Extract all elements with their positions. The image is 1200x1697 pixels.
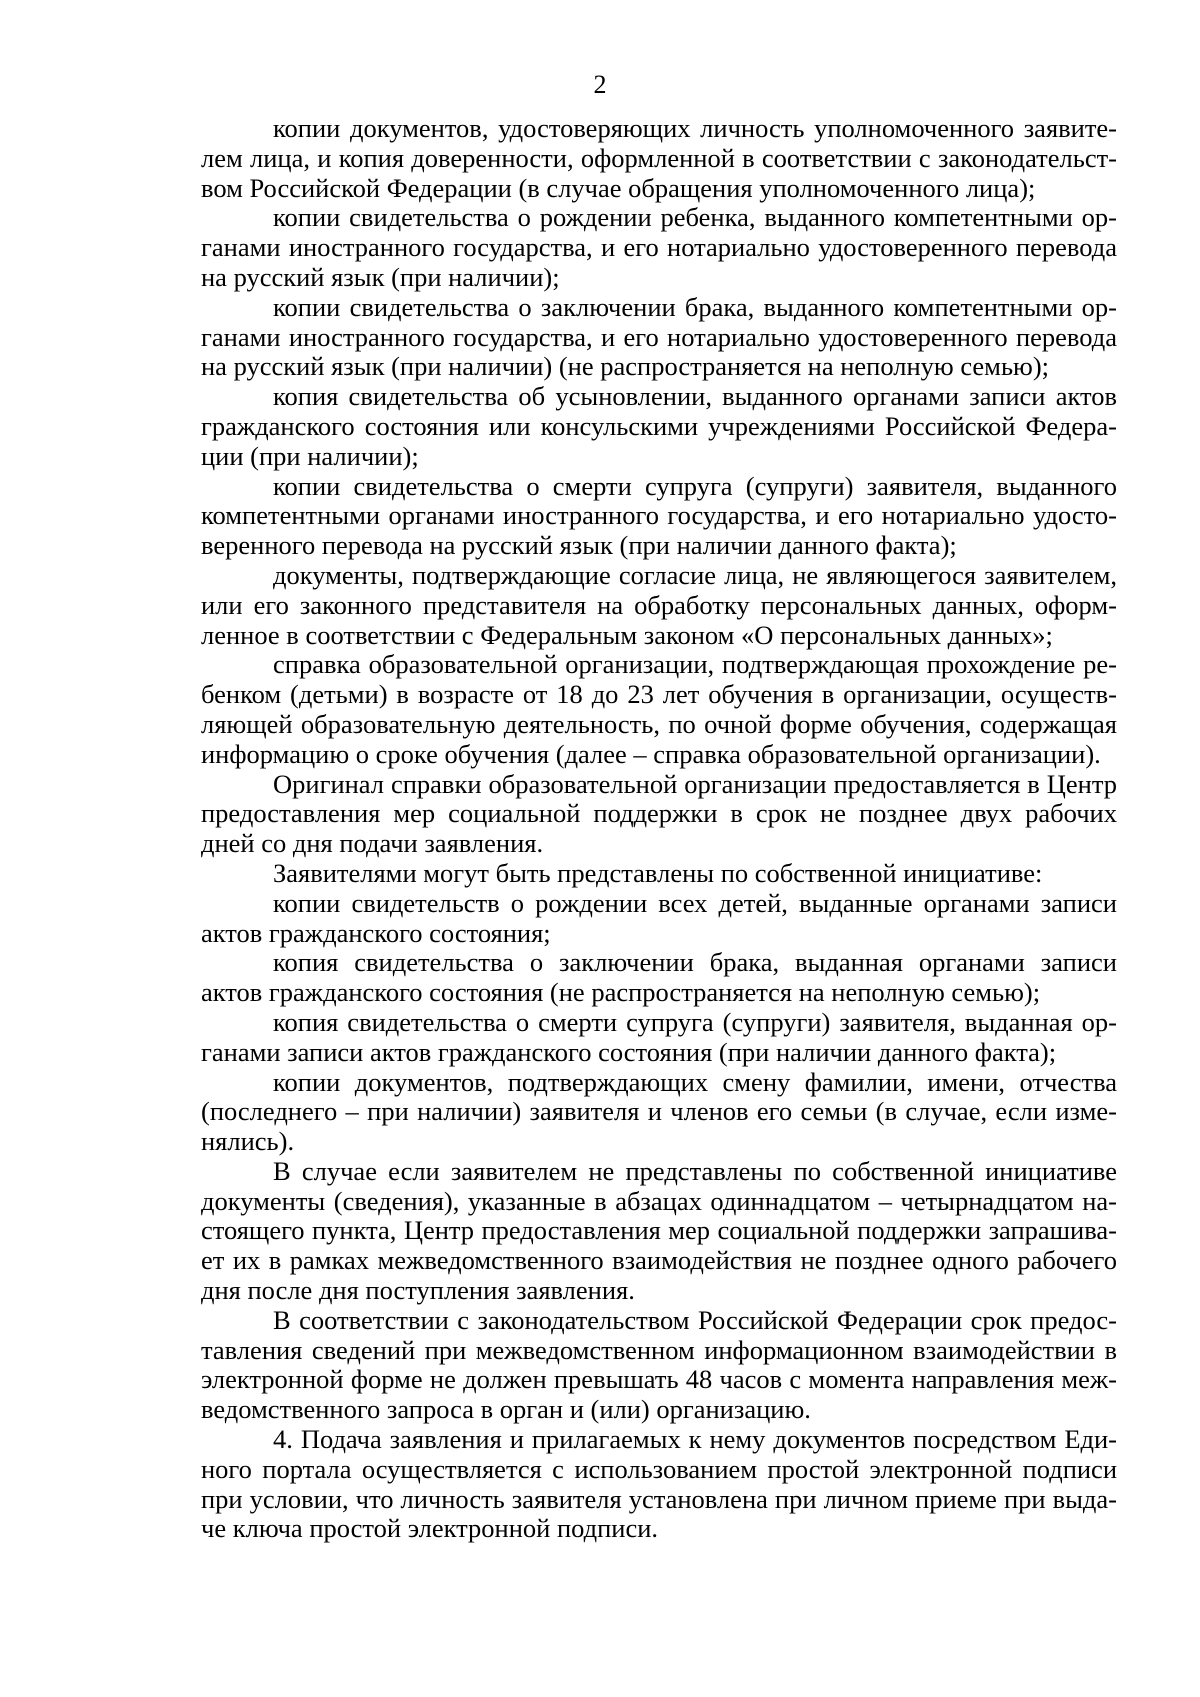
document-body [201,114,1117,1544]
paragraph-9: Заявителями могут быть представлены по собственной инициативе: [273,857,1043,888]
paragraph-7: справка образовательной организации, подтверждающая прохождение ребенком (детьми) в возрасте от 18 до 23 лет обучения в организации, осуществляющей образовательную деятельность, по очной форме обучения, содержащая информацию о сроке обучения (далее – справка образовательной организации). [201,649,1117,769]
paragraph-10: копии свидетельств о рождении всех детей, выданные органами записи актов гражданского состояния; [201,887,1117,948]
paragraph-4: копия свидетельства об усыновлении, выданного органами записи актов гражданского состояния или консульскими учреждениями Российской Федерации (при наличии); [201,381,1117,471]
paragraph-16: 4. Подача заявления и прилагаемых к нему документов посредством Единого портала осуществляется с использованием простой электронной подписи при условии, что личность заявителя установлена при личном приеме при выдаче ключа простой электронной подписи. [201,1424,1117,1544]
page-number: 2 [593,70,607,99]
paragraph-14: В случае если заявителем не представлены по собственной инициативе документы (сведения), указанные в абзацах одиннадцатом – четырнадцатом настоящего пункта, Центр предоставления мер социальной поддержки запрашивает их в рамках межведомственного взаимодействия не позднее одного рабочего дня после дня поступления заявления. [201,1155,1117,1306]
paragraph-2: копии свидетельства о рождении ребенка, выданного компетентными органами иностранного государства, и его нотариально удостоверенного перевода на русский язык (при наличии); [201,202,1117,292]
paragraph-6: документы, подтверждающие согласие лица, не являющегося заявителем, или его законного представителя на обработку персональных данных, оформленное в соответствии с Федеральным законом «О персональных данных»; [201,559,1117,650]
paragraph-1: копии документов, удостоверяющих личность уполномоченного заявителем лица, и копия доверенности, оформленной в соответствии с законодательством Российской Федерации (в случае обращения уполномоченного лица); [201,113,1117,203]
paragraph-5: копии свидетельства о смерти супруга (супруги) заявителя, выданного компетентными органами иностранного государства, и его нотариально удостоверенного перевода на русский язык (при наличии данного факта); [201,470,1117,561]
paragraph-13: копии документов, подтверждающих смену фамилии, имени, отчества (последнего – при наличии) заявителя и членов его семьи (в случае, если изменялись). [201,1066,1117,1157]
paragraph-8: Оригинал справки образовательной организации предоставляется в Центр предоставления мер социальной поддержки в срок не позднее двух рабочих дней со дня подачи заявления. [201,768,1117,859]
paragraph-11: копия свидетельства о заключении брака, выданная органами записи актов гражданского состояния (не распространяется на неполную семью); [201,947,1117,1008]
paragraph-12: копия свидетельства о смерти супруга (супруги) заявителя, выданная органами записи актов гражданского состояния (при наличии данного факта); [201,1006,1117,1067]
paragraph-3: копии свидетельства о заключении брака, выданного компетентными органами иностранного государства, и его нотариально удостоверенного перевода на русский язык (при наличии) (не распространяется на неполную семью); [201,291,1117,382]
paragraph-15: В соответствии с законодательством Российской Федерации срок предоставления сведений при межведомственном информационном взаимодействии в электронной форме не должен превышать 48 часов с момента направления межведомственного запроса в орган и (или) организацию. [201,1304,1117,1425]
